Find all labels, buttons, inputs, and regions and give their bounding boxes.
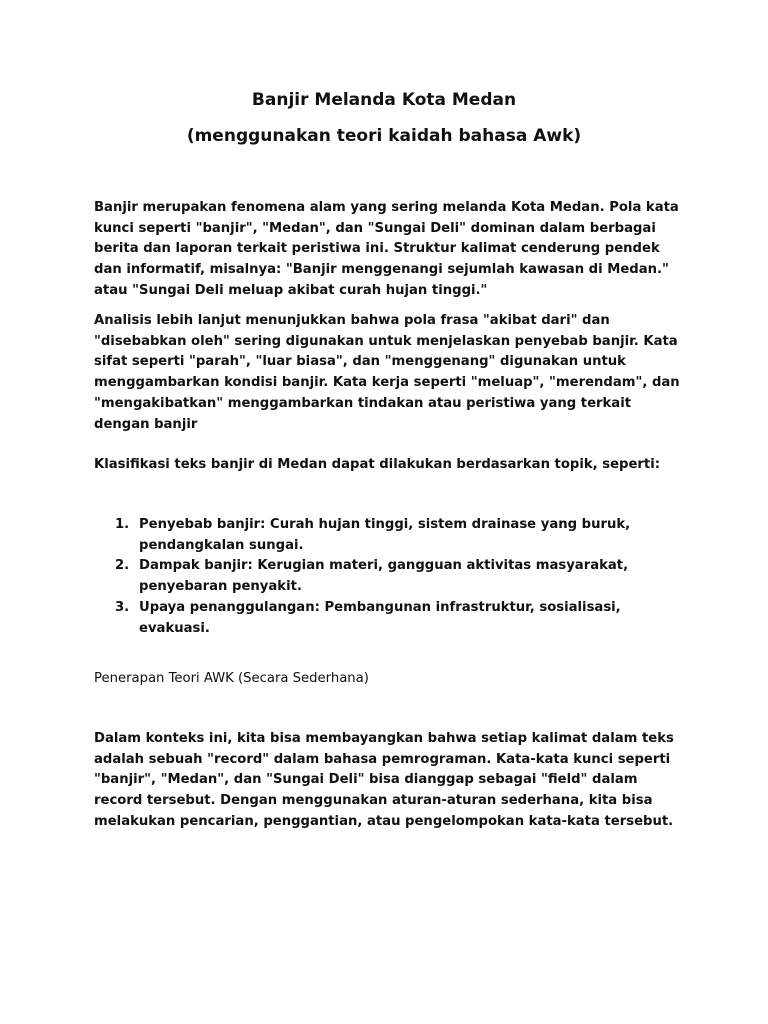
list-item-number: 2. [115, 558, 130, 574]
document-subtitle: (menggunakan teori kaidah bahasa Awk) [186, 126, 582, 146]
list-item [94, 598, 684, 639]
section-heading-awk: Penerapan Teori AWK (Secara Sederhana) [94, 671, 369, 686]
paragraph-classification: Klasifikasi teks banjir di Medan dapat dilakukan berdasarkan topik, seperti: [94, 457, 661, 472]
list-item-text: Upaya penanggulangan: Pembangunan infrastruktur, sosialisasi, evakuasi. [139, 599, 621, 636]
paragraph-intro: Banjir merupakan fenomena alam yang sering melanda Kota Medan. Pola kata kunci seperti "banjir", "Medan", dan "Sungai Deli" dominan dalam berbagai berita dan laporan terkait peristiwa ini. Struktur kalimat cenderung pendek dan informatif, misalnya: "Banjir menggenangi sejumlah kawasan di Medan." atau "Sungai Deli meluap akibat curah hujan tinggi." [94, 200, 679, 298]
list-item-number: 1. [115, 517, 130, 532]
list-item-number: 3. [115, 599, 130, 615]
document-title: Banjir Melanda Kota Medan [251, 90, 517, 110]
list-item [94, 556, 684, 597]
list-item-text: Penyebab banjir: Curah hujan tinggi, sistem drainase yang buruk, pendangkalan sungai. [139, 517, 631, 553]
paragraph-awk-application: Dalam konteks ini, kita bisa membayangkan bahwa setiap kalimat dalam teks adalah sebuah "record" dalam bahasa pemrograman. Kata-kata kunci seperti "banjir", "Medan", dan "Sungai Deli" bisa dianggap sebagai "field" dalam record tersebut. Dengan menggunakan aturan-aturan sederhana, kita bisa melakukan pencarian, penggantian, atau pengelompokan kata-kata tersebut. [94, 731, 674, 829]
paragraph-analysis: Analisis lebih lanjut menunjukkan bahwa pola frasa "akibat dari" dan "disebabkan oleh" sering digunakan untuk menjelaskan penyebab banjir. Kata sifat seperti "parah", "luar biasa", dan "menggenang" digunakan untuk menggambarkan kondisi banjir. Kata kerja seperti "meluap", "merendam", dan "mengakibatkan" menggambarkan tindakan atau peristiwa yang terkait dengan banjir [94, 313, 680, 432]
list-item-text: Dampak banjir: Kerugian materi, gangguan aktivitas masyarakat, penyebaran penyakit. [139, 558, 629, 595]
classification-list [94, 515, 684, 639]
list-item [94, 515, 684, 556]
